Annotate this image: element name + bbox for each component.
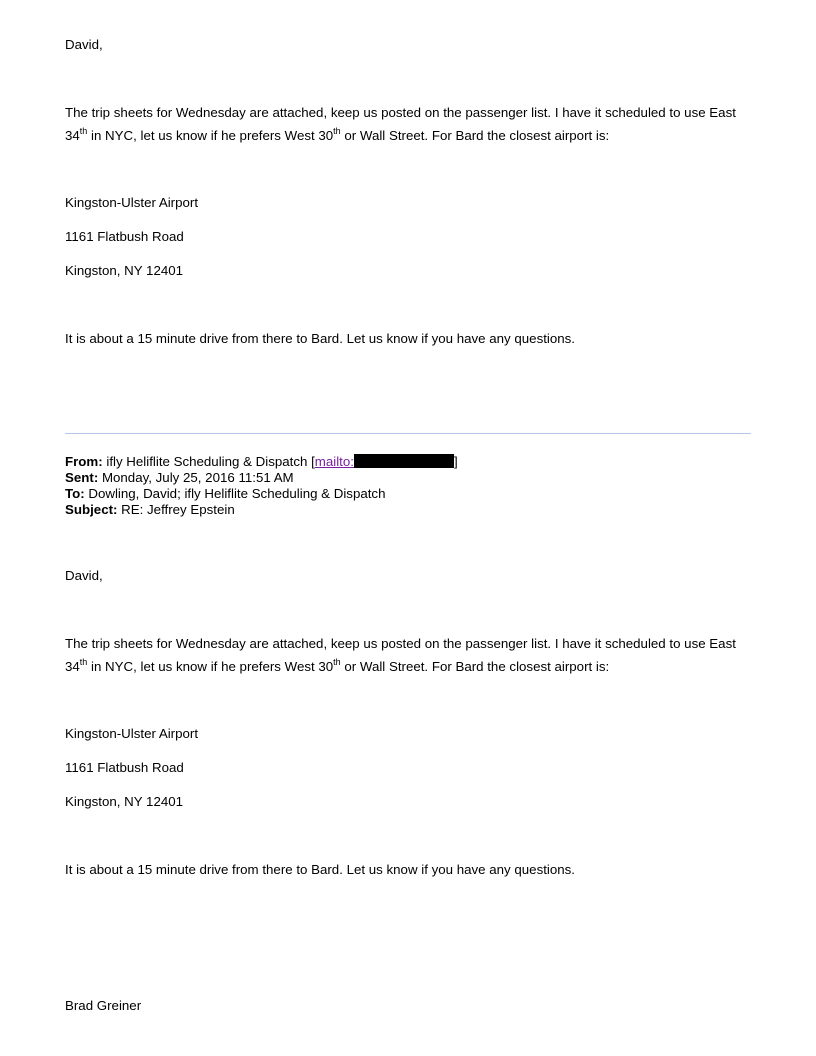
body-line-2: 34th in NYC, let us know if he prefers West 30th or Wall Street. For Bard the closest airport is: [65, 126, 610, 143]
address-line-2: 1161 Flatbush Road [65, 229, 184, 244]
address-line-3: Kingston, NY 12401 [65, 263, 184, 278]
body-line-2-2: 34th in NYC, let us know if he prefers West 30th or Wall Street. For Bard the closest airport is: [65, 657, 610, 674]
address-line-3-2: Kingston, NY 12401 [65, 794, 184, 809]
from-line: From: ifly Heliflite Scheduling & Dispatch [mailto: ] [65, 454, 458, 469]
closing-line-2: It is about a 15 minute drive from there to Bard. Let us know if you have any questions. [65, 862, 575, 877]
mailto-link[interactable]: mailto: [314, 454, 354, 469]
address-line-2-2: 1161 Flatbush Road [65, 760, 184, 775]
closing-line: It is about a 15 minute drive from there to Bard. Let us know if you have any questions. [65, 331, 575, 346]
body-line-1-2: The trip sheets for Wednesday are attached, keep us posted on the passenger list. I have it scheduled to use East [65, 636, 736, 651]
sent-line: Sent: Monday, July 25, 2016 11:51 AM [65, 470, 294, 485]
greeting-2: David, [65, 568, 103, 583]
redaction-box [354, 454, 454, 468]
address-line-1: Kingston-Ulster Airport [65, 195, 199, 210]
greeting: David, [65, 37, 103, 52]
to-line: To: Dowling, David; ifly Heliflite Scheduling & Dispatch [65, 486, 386, 501]
address-line-1-2: Kingston-Ulster Airport [65, 726, 199, 741]
body-line-1: The trip sheets for Wednesday are attached, keep us posted on the passenger list. I have it scheduled to use East [65, 105, 736, 120]
message-separator [65, 433, 751, 434]
subject-line: Subject: RE: Jeffrey Epstein [65, 502, 235, 517]
signature: Brad Greiner [65, 998, 142, 1013]
